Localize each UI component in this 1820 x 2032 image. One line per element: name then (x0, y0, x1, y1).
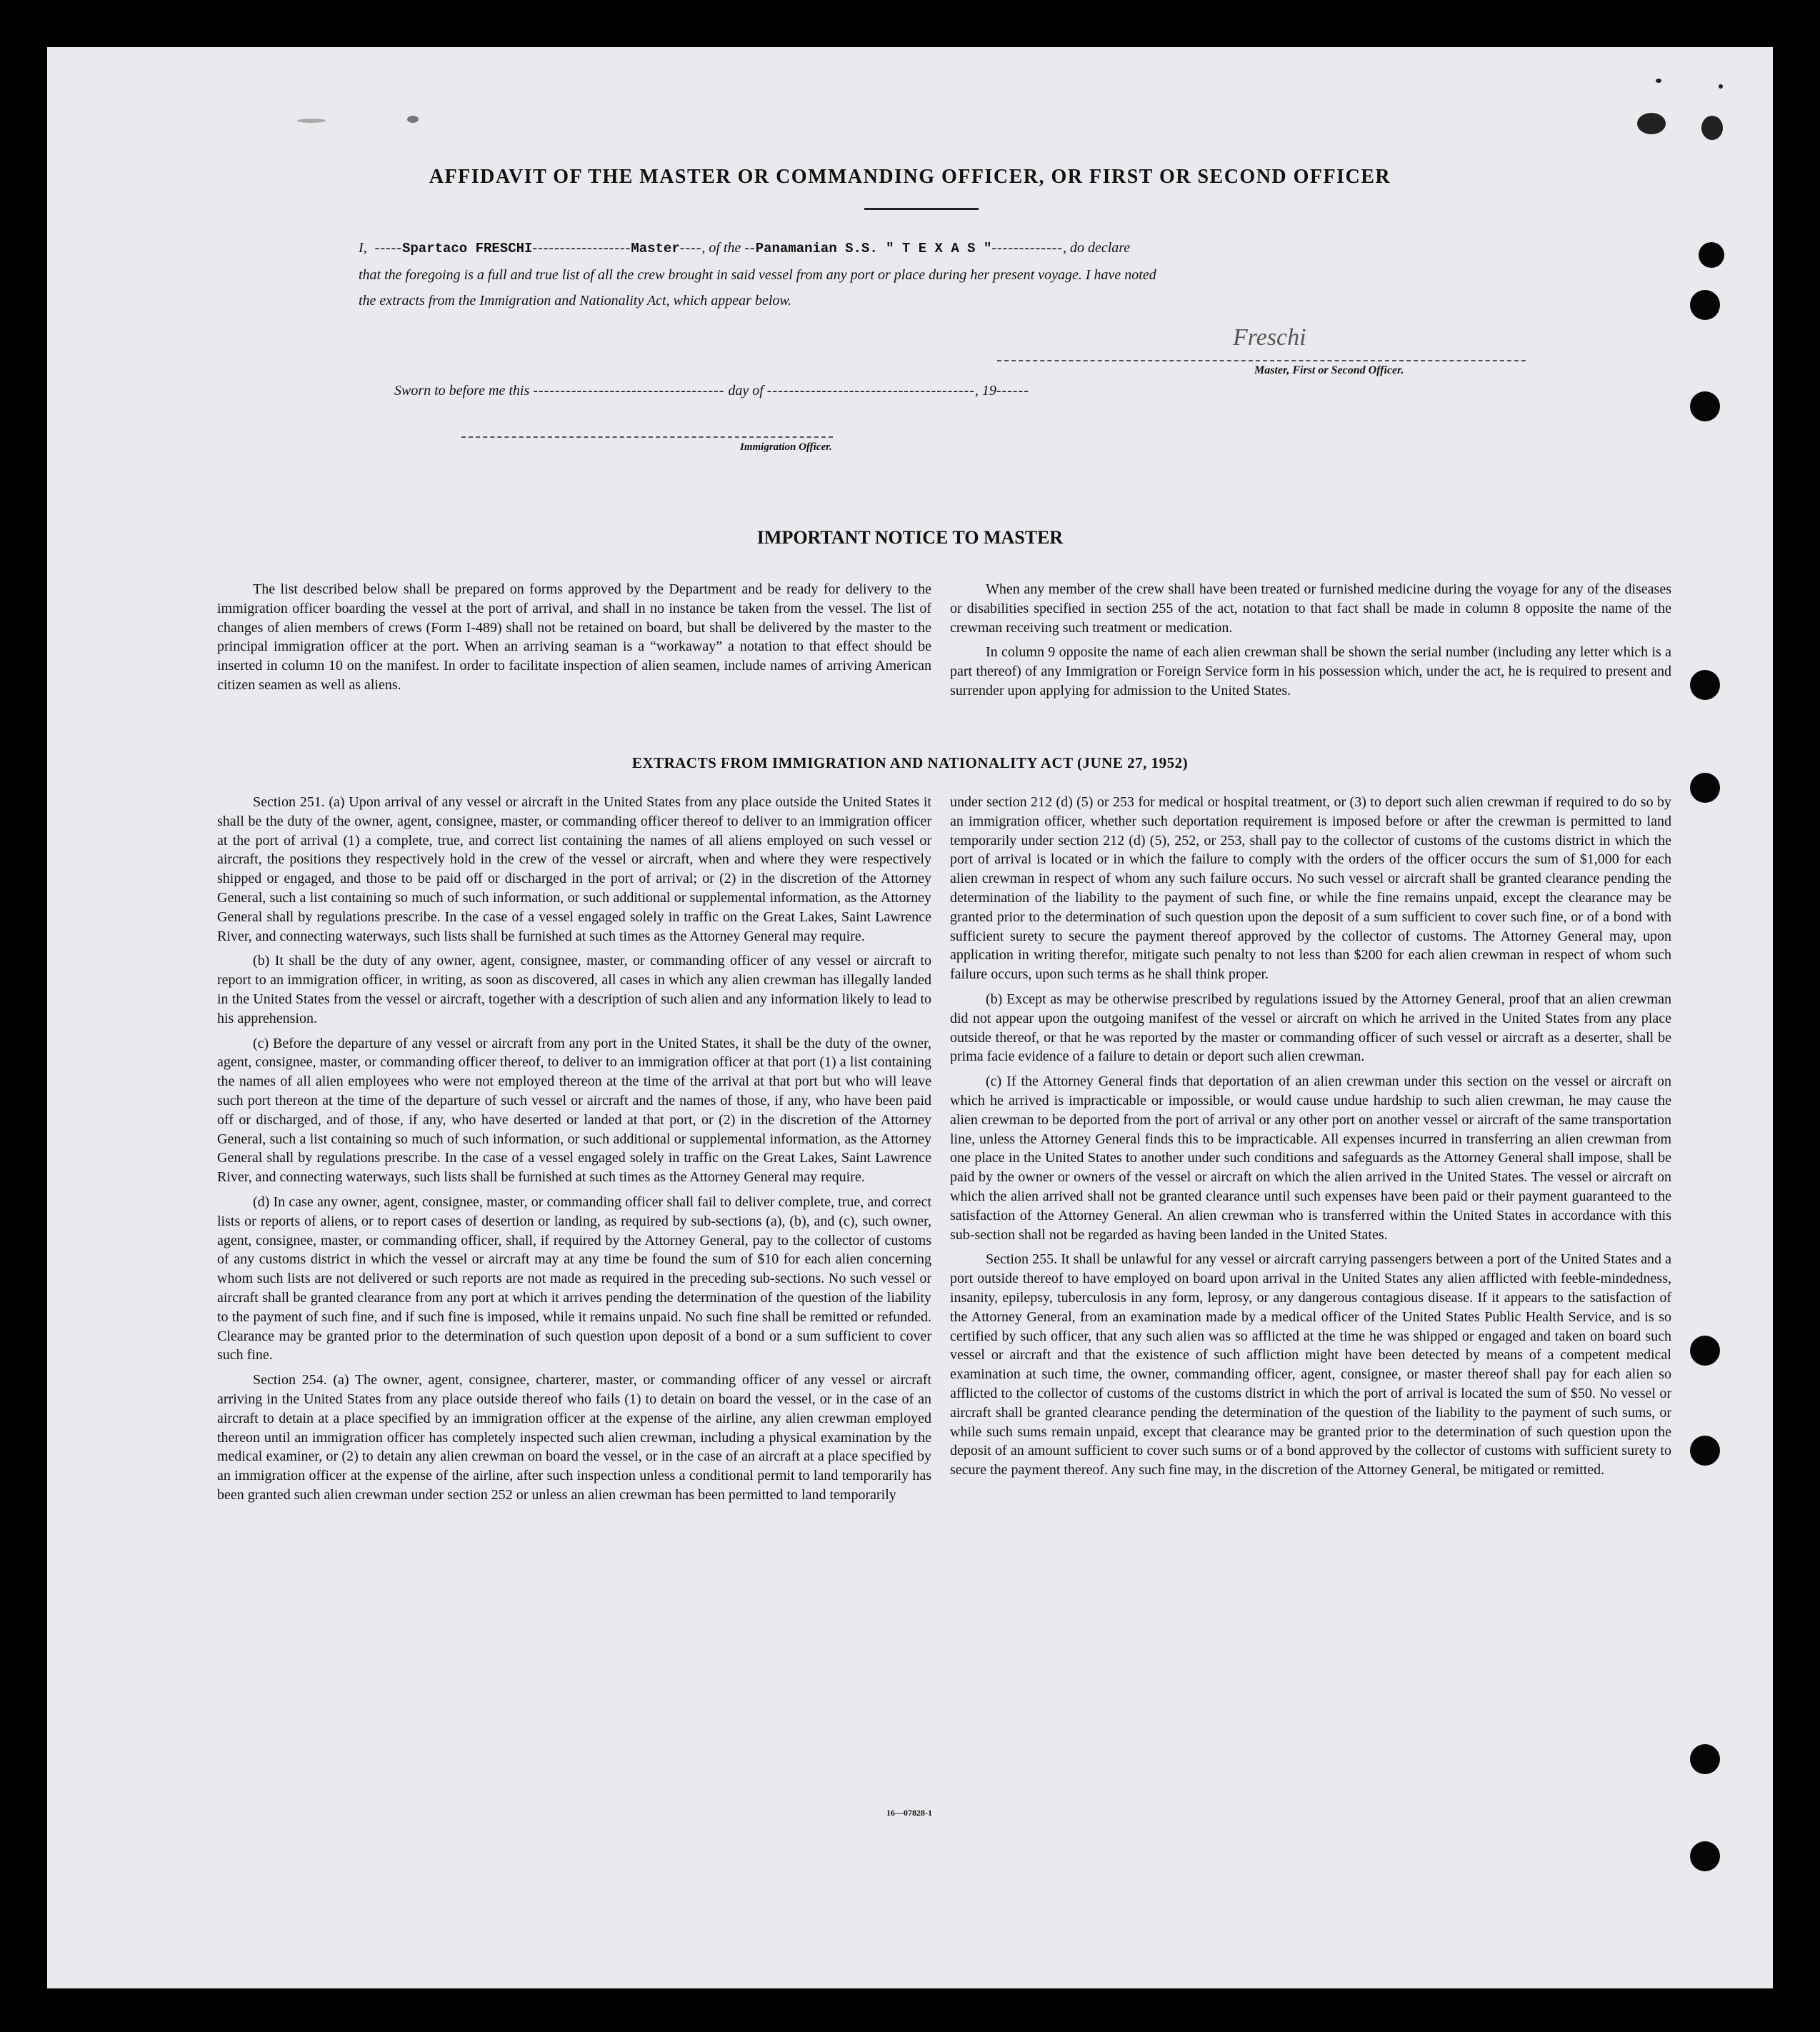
extracts-heading: EXTRACTS FROM IMMIGRATION AND NATIONALITY ACT (JUNE 27, 1952) (631, 754, 1189, 771)
immigration-officer-label: Immigration Officer. (740, 441, 832, 453)
section-251a: Section 251. (a) Upon arrival of any vessel or aircraft in the United States from any place outside the United States it shall be the duty of the owner, agent, consignee, master, or commanding officer thereof to deliver to an immigration officer at the port of arrival (1) a complete, true, and correct list containing the names of all aliens employed on such vessel or aircraft, the positions they respectively hold in the crew of the vessel or aircraft, when and where they were respectively shipped or engaged, and those to be paid off or discharged in the port of arrival; or (2) in the discretion of the Attorney General, such a list containing so much of such information, or such additional or supplemental information, as the Attorney General shall by regulations prescribe. In the case of a vessel engaged solely in traffic on the Great Lakes, Saint Lawrence River, and connecting waterways, such lists shall be furnished at such times as the Attorney General may require. (217, 794, 931, 944)
section-251d: (d) In case any owner, agent, consignee, master, or commanding officer shall fail to deliver complete, true, and correct lists or reports of aliens, or to report cases of desertion or landing, as required by sub-sections (a), (b), and (c), such owner, agent, consignee, master, or commanding officer, shall, if required by the Attorney General, pay to the collector of customs of any customs district in which the vessel or aircraft may at any time be found the sum of $10 for each alien concerning whom such lists are not delivered or such reports are not made as required in the preceding sub-sections. No such vessel or aircraft shall be granted clearance from any port at which it arrives pending the determination of the question of the liability to the payment of such fine, and if such fine is imposed, while it remains unpaid. No such fine shall be remitted or refunded. Clearance may be granted prior to the determination of such question upon deposit of a bond or a sum sufficient to cover such fine. (217, 1193, 931, 1363)
signature-label: Master, First or Second Officer. (1254, 364, 1404, 376)
binder-hole (1699, 242, 1724, 268)
extracts-left-column (217, 793, 931, 1511)
document-page (47, 47, 1773, 1988)
section-254b: (b) Except as may be otherwise prescribed by regulations issued by the Attorney General, proof that an alien crewman did not appear upon the outgoing manifest of the vessel or aircraft on which he arrived in the United States from any place outside thereof, or that he was reported by the master or commanding officer of such vessel or aircraft as a deserter, shall be prima facie evidence of a failure to detain or deport such alien crewman. (950, 991, 1671, 1065)
affidavit-title: AFFIDAVIT OF THE MASTER OR COMMANDING OFFICER, OR FIRST OR SECOND OFFICER (429, 166, 1391, 188)
notice-paragraph: The list described below shall be prepared on forms approved by the Department and be ready for delivery to the immigration officer boarding the vessel at the port of arrival, and shall in no instance be taken from the vessel. The list of changes of alien members of crews (Form I-489) shall not be retained on board, but shall be delivered by the master to the principal immigration officer at the port. When an arriving seaman is a “workaway” a notation to that effect should be inserted in column 10 on the manifest. In order to facilitate inspection of alien seamen, include names of arriving American citizen seamen as well as aliens. (217, 581, 931, 693)
master-signature: Freschi (1233, 324, 1306, 351)
section-254c: (c) If the Attorney General finds that deportation of an alien crewman under this section on the vessel or aircraft on which he arrived is impracticable or impossible, or would cause undue hardship to such alien crewman, he may cause the alien crewman to be deported from the port of arrival or any other port on another vessel or aircraft of the same transportation line, unless the Attorney General finds this to be impracticable. All expenses incurred in transferring an alien crewman from one place in the United States to another under such conditions and safeguards as the Attorney General shall impose, shall be paid by the owner or owners of the vessel or aircraft on which the alien arrived in the United States. The vessel or aircraft on which the alien arrived shall not be granted clearance until such expenses have been paid or their payment guaranteed to the satisfaction of the Attorney General. An alien crewman who is transferred within the United States in accordance with this sub-section shall not be regarded as having been landed in the United States. (950, 1073, 1671, 1243)
section-251c: (c) Before the departure of any vessel or aircraft from any port in the United States, it shall be the duty of the owner, agent, consignee, master, or commanding officer thereof, to deliver to an immigration officer at that port (1) a list containing the names of all alien employees who were not employed thereon at the time of the arrival at that port but who will leave such port thereon at the time of the departure of such vessel or aircraft and the names of those, if any, who have been paid off or discharged, and of those, if any, who have deserted or landed at that port, or (2) in the discretion of the Attorney General, such a list containing so much of such information, or such additional or supplemental information, as the Attorney General shall by regulations prescribe. In the case of a vessel engaged solely in traffic on the Great Lakes, Saint Lawrence River, and connecting waterways, such lists shall be furnished at such times as the Attorney General may require. (217, 1035, 931, 1186)
ink-speck (297, 119, 326, 123)
immigration-officer-line (461, 436, 833, 438)
section-254a: Section 254. (a) The owner, agent, consignee, charterer, master, or commanding officer of any vessel or aircraft arriving in the United States from any place outside thereof who fails (1) to detain on board the vessel, or in the case of an aircraft to detain at a place specified by an immigration officer at the expense of the airline, any alien crewman employed thereon until an immigration officer has completely inspected such alien crewman, including a physical examination by the medical examiner, or (2) to detain any alien crewman on board the vessel, or in the case of an aircraft at a place specified by an immigration officer at the expense of the airline, after such inspection unless a conditional permit to land temporarily has been granted such alien crewman under section 252 or unless an alien crewman has been permitted to land temporarily (217, 1372, 931, 1503)
rank-field: Master (631, 241, 680, 256)
ink-speck (407, 116, 419, 123)
ink-blot (1637, 113, 1666, 134)
vessel-field: Panamanian S.S. " T E X A S " (755, 241, 992, 256)
notice-left-column (217, 580, 931, 701)
i-label: I, (359, 240, 367, 256)
signature-line (997, 360, 1526, 361)
section-254a-continued: under section 212 (d) (5) or 253 for medical or hospital treatment, or (3) to deport such alien crewman if required to do so by an immigration officer, whether such deportation requirement is imposed before or after the crewman is permitted to land temporarily under section 212 (d) (5), 252, or 253, shall pay to the collector of customs of the customs district in which the port of arrival is located or in which the failure to comply with the orders of the officer occurs the sum of $1,000 for each alien crewman in respect of whom any such failure occurs. No such vessel or aircraft shall be granted clearance pending the determination of the liability to the payment of such fine, or while the fine remains unpaid, except the clearance may be granted prior to the determination of such question upon the deposit of a sum sufficient to cover such fine, or of a bond with sufficient surety to secure the payment thereof approved by the collector of customs. The Attorney General may, upon application in writing therefor, mitigate such penalty to not less than $200 for each alien crewman in respect of whom such failure occurs, upon such terms as he shall think proper. (950, 794, 1671, 983)
section-255: Section 255. It shall be unlawful for any vessel or aircraft carrying passengers between a port of the United States and a port outside thereof to have employed on board upon arrival in the United States any alien afflicted with feeble-mindedness, insanity, epilepsy, tuberculosis in any form, leprosy, or any dangerous contagious disease. If it appears to the satisfaction of the Attorney General, from an examination made by a medical officer of the United States Public Health Service, and is so certified by such officer, that any such alien was so afflicted at the time he was shipped or engaged and taken on board such vessel or aircraft and that the existence of such affliction might have been detected by means of a competent medical examination at such time, the owner, commanding officer, agent, consignee, or master thereof shall pay for each alien so afflicted to the collector of customs of the customs district in which the port of arrival is located the sum of $50. No vessel or aircraft shall be granted clearance pending the determination of the question of the liability to the payment of such sums, or while such sums remain unpaid, except that clearance may be granted prior to the determination of such question upon the deposit of an amount sufficient to cover such sums or of a bond approved by the collector of customs with sufficient surety to secure the payment thereof. Any such fine may, in the discretion of the Attorney General, be mitigated or remitted. (950, 1251, 1671, 1478)
form-number: 16—07828-1 (886, 1808, 932, 1818)
declaration-line-3: the extracts from the Immigration and Nationality Act, which appear below. (359, 293, 792, 309)
binder-hole (1690, 1744, 1720, 1774)
declaration-line-1: I, -----Spartaco FRESCHI------------------Master----, of the --Panamanian S.S. " T E X A S "-------------, do declare (359, 240, 1131, 256)
notice-paragraph: In column 9 opposite the name of each alien crewman shall be shown the serial number (including any letter which is a part thereof) of any Immigration or Foreign Service form in his possession which, under the act, he is required to present and surrender upon applying for admission to the United States. (950, 644, 1671, 699)
ink-blot (1701, 116, 1723, 140)
declaration-line-2: that the foregoing is a full and true list of all the crew brought in said vessel from any port or place during her present voyage. I have noted (359, 267, 1156, 283)
binder-hole (1690, 1336, 1720, 1366)
ink-speck (1719, 84, 1723, 89)
year-label: , 19 (974, 383, 996, 399)
binder-hole (1690, 670, 1720, 700)
ink-speck (1656, 79, 1661, 83)
sworn-label: Sworn to before me this (394, 383, 530, 399)
notice-heading: IMPORTANT NOTICE TO MASTER (756, 527, 1064, 548)
binder-hole (1690, 1841, 1720, 1871)
extracts-right-column (950, 793, 1671, 1486)
binder-hole (1690, 290, 1720, 320)
notice-paragraph: When any member of the crew shall have been treated or furnished medicine during the voyage for any of the diseases or disabilities specified in section 255 of the act, notation to that fact shall be made in column 8 opposite the name of the crewman receiving such treatment or medication. (950, 581, 1671, 636)
sworn-line: Sworn to before me this ----------------------------------- day of --------------------------------------, 19------ (394, 383, 1029, 399)
do-declare-label: , do declare (1062, 240, 1131, 256)
binder-hole (1690, 1436, 1720, 1466)
name-field: Spartaco FRESCHI (401, 241, 533, 256)
binder-hole (1690, 773, 1720, 803)
section-251b: (b) It shall be the duty of any owner, agent, consignee, master, or commanding officer of any vessel or aircraft to report to an immigration officer, in writing, as soon as discovered, all cases in which any alien crewman has illegally landed in the United States from the vessel or aircraft, together with a description of such alien and any information likely to lead to his apprehension. (217, 953, 931, 1026)
binder-hole (1690, 391, 1720, 421)
title-divider (864, 208, 979, 210)
of-the-label: of the (709, 240, 741, 256)
notice-right-column (950, 580, 1671, 706)
day-of-label: day of (728, 383, 764, 399)
